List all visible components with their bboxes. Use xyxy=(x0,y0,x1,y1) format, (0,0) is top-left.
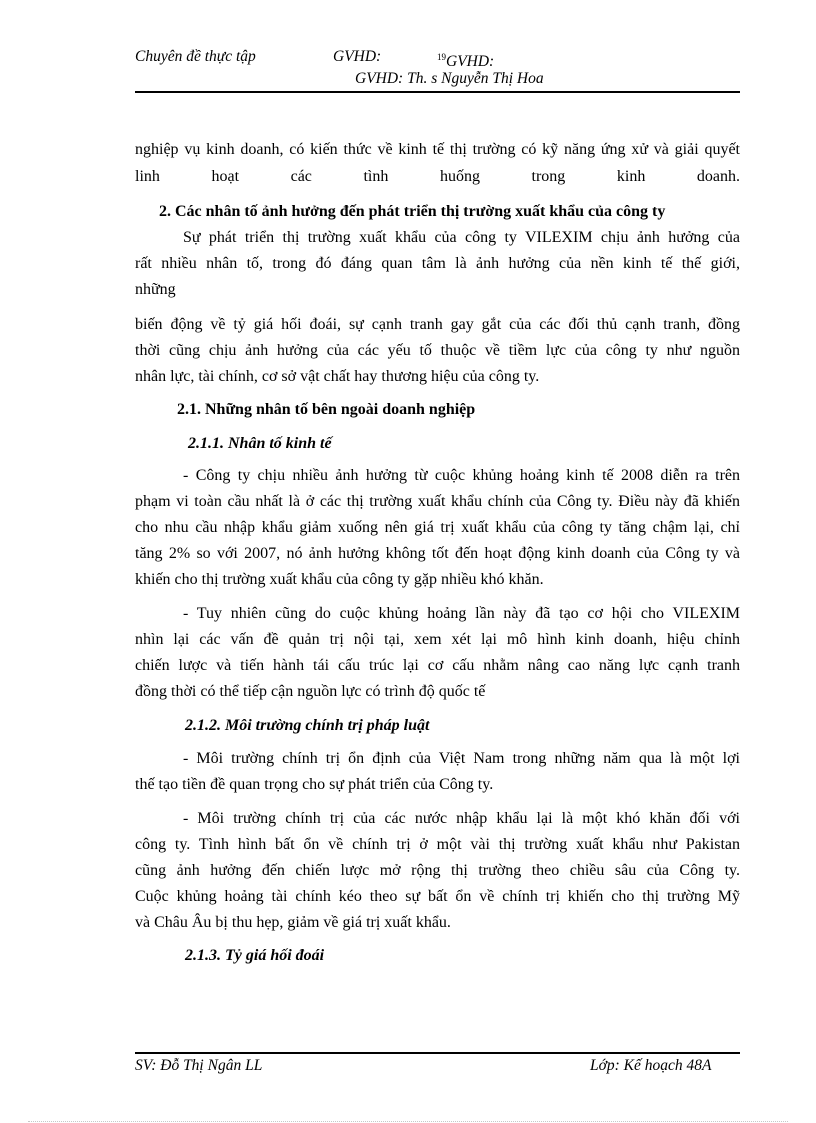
body-line: khiến cho thị trường xuất khẩu của công ty gặp nhiều khó khăn. xyxy=(135,571,544,588)
page-bottom-dotted-line xyxy=(28,1121,788,1122)
body-line: nghiệp vụ kinh doanh, có kiến thức về kinh tế thị trường có kỹ năng ứng xử và giải quyết xyxy=(135,141,740,158)
section-heading-2-1: 2.1. Những nhân tố bên ngoài doanh nghiệp xyxy=(177,401,476,418)
body-line: phạm vi toàn cầu nhất là ở các thị trường xuất khẩu chính của Công ty. Điều này đã khiến xyxy=(135,493,740,510)
section-heading-2-1-1: 2.1.1. Nhân tố kinh tế xyxy=(188,435,332,452)
header-gvhd-a: GVHD: xyxy=(333,48,382,65)
header-rule xyxy=(135,91,740,93)
body-line: thế tạo tiền đề quan trọng cho sự phát triển của Công ty. xyxy=(135,776,494,793)
section-heading-2-1-2: 2.1.2. Môi trường chính trị pháp luật xyxy=(185,717,430,734)
body-line: chiến lược và tiến hành tái cấu trúc lại cơ cấu nhằm nâng cao năng lực cạnh tranh xyxy=(135,657,740,674)
body-line: thời cũng chịu ảnh hưởng của các yếu tố thuộc về tiềm lực của công ty như nguồn xyxy=(135,342,740,359)
body-line: đồng thời có thể tiếp cận nguồn lực có trình độ quốc tế xyxy=(135,683,486,700)
body-line: - Công ty chịu nhiều ảnh hưởng từ cuộc khủng hoảng kinh tế 2008 diễn ra trên xyxy=(183,467,740,484)
body-line: tăng 2% so với 2007, nó ảnh hưởng không tốt đến hoạt động kinh doanh của Công ty và xyxy=(135,545,740,562)
body-line: linh hoạt các tình huống trong kinh doanh. xyxy=(135,168,740,185)
body-line: Cuộc khủng hoảng tài chính kéo theo sự bất ổn về chính trị khiến cho thị trường Mỹ xyxy=(135,888,740,905)
body-line: biến động về tỷ giá hối đoái, sự cạnh tranh gay gắt của các đối thủ cạnh tranh, đồng xyxy=(135,316,740,333)
body-line: - Tuy nhiên cũng do cuộc khủng hoảng lần này đã tạo cơ hội cho VILEXIM xyxy=(183,605,740,622)
body-line: nhân lực, tài chính, cơ sở vật chất hay thương hiệu của công ty. xyxy=(135,368,540,385)
body-line: công ty. Tình hình bất ổn về chính trị ở một vài thị trường xuất khẩu như Pakistan xyxy=(135,836,740,853)
footer-rule xyxy=(135,1052,740,1054)
header-superscript: 19 xyxy=(437,52,446,62)
body-line: - Môi trường chính trị ổn định của Việt Nam trong những năm qua là một lợi xyxy=(183,750,740,767)
header-advisor: GVHD: Th. s Nguyễn Thị Hoa xyxy=(355,70,544,87)
body-line: Sự phát triển thị trường xuất khẩu của công ty VILEXIM chịu ảnh hưởng của xyxy=(183,229,740,246)
body-line: nhìn lại các vấn đề quản trị nội tại, xem xét lại mô hình kinh doanh, hiệu chỉnh xyxy=(135,631,740,648)
body-line: và Châu Âu bị thu hẹp, giảm về giá trị xuất khẩu. xyxy=(135,914,451,931)
header-gvhd-b: GVHD: xyxy=(446,53,495,70)
body-line: cho nhu cầu nhập khẩu giảm xuống nên giá trị xuất khẩu của công ty tăng chậm lại, chỉ xyxy=(135,519,740,536)
section-heading-2: 2. Các nhân tố ảnh hưởng đến phát triển thị trường xuất khẩu của công ty xyxy=(159,203,666,220)
body-line: cũng ảnh hưởng đến chiến lược mở rộng thị trường theo chiều sâu của Công ty. xyxy=(135,862,740,879)
footer-class: Lớp: Kế hoạch 48A xyxy=(590,1057,712,1074)
section-heading-2-1-3: 2.1.3. Tỷ giá hối đoái xyxy=(185,947,325,964)
body-line: - Môi trường chính trị của các nước nhập khẩu lại là một khó khăn đối với xyxy=(183,810,740,827)
body-line: những xyxy=(135,281,176,298)
header-topic: Chuyên đề thực tập xyxy=(135,48,256,65)
footer-student: SV: Đỗ Thị Ngân LL xyxy=(135,1057,263,1074)
body-line: rất nhiều nhân tố, trong đó đáng quan tâm là ảnh hưởng của nền kinh tế thế giới, xyxy=(135,255,740,272)
